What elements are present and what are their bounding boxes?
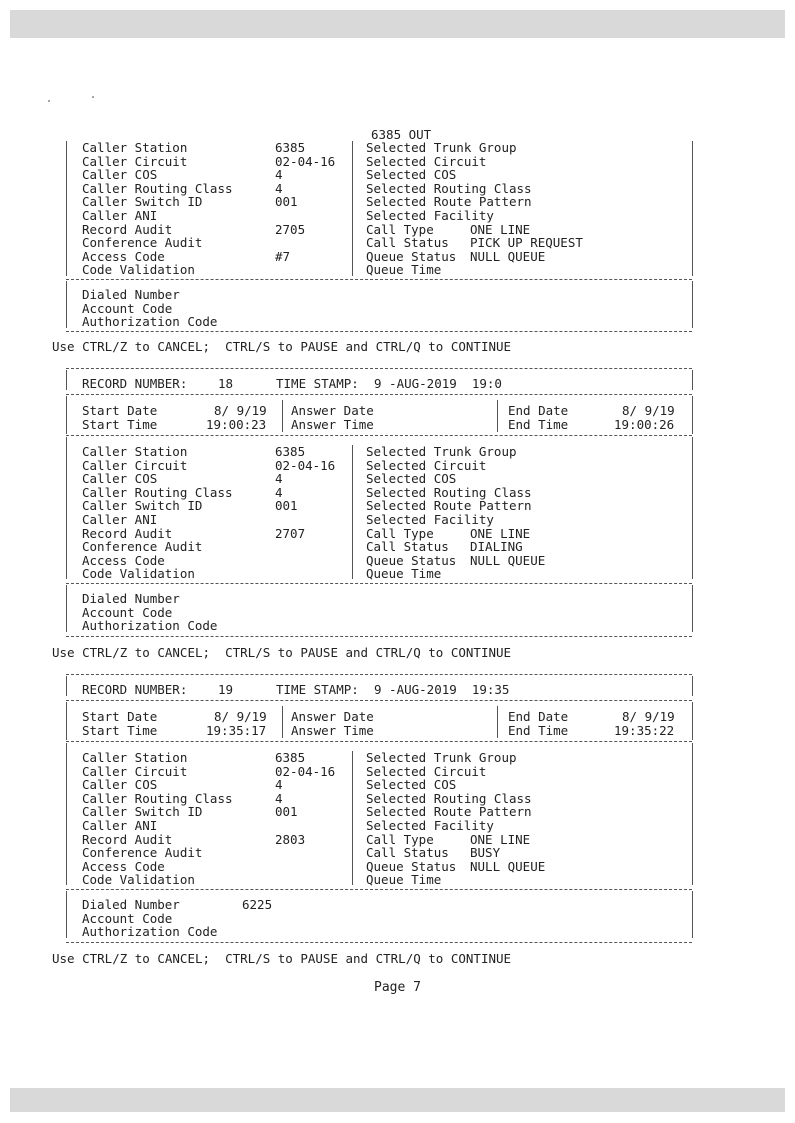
field-label: Selected Circuit [366, 763, 487, 779]
field-label: Caller Circuit [82, 153, 188, 169]
start-time-label: Start Time [82, 416, 158, 432]
field-value: 4 [275, 180, 283, 196]
field-label: Call Type [366, 831, 434, 847]
border-left [66, 743, 67, 885]
end-time: 19:00:26 [614, 416, 675, 432]
field-label: Code Validation [82, 566, 195, 582]
field-label: Authorization Code [82, 924, 218, 940]
field-label: Selected Routing Class [366, 790, 532, 806]
divider [66, 435, 692, 436]
field-label: Account Code [82, 300, 173, 316]
field-value: 001 [275, 498, 298, 514]
border-left [66, 370, 67, 390]
divider [66, 700, 692, 701]
trunk-direction-heading: 6385 OUT [371, 127, 432, 142]
border-left [66, 396, 67, 434]
field-label: Record Audit [82, 221, 173, 237]
field-value: PICK UP REQUEST [470, 235, 583, 251]
field-label: Selected Route Pattern [366, 804, 532, 820]
field-label: Caller ANI [82, 512, 158, 527]
time-stamp: 9 -AUG-2019 19:0 [374, 376, 502, 391]
field-label: Dialed Number [82, 287, 180, 302]
column-divider [497, 706, 498, 738]
start-date-label: Start Date [82, 403, 158, 418]
field-label: Selected Route Pattern [366, 194, 532, 210]
column-divider [352, 141, 353, 276]
border-right [692, 437, 693, 579]
field-label: Authorization Code [82, 618, 218, 634]
field-value: 001 [275, 804, 298, 820]
field-value: 6385 [275, 444, 306, 459]
field-value: 4 [275, 167, 283, 183]
start-date: 8/ 9/19 [214, 709, 267, 724]
field-value: DIALING [470, 539, 523, 555]
field-label: Caller COS [82, 471, 158, 487]
answer-date-label: Answer Date [291, 709, 374, 724]
field-value: #7 [275, 248, 291, 264]
field-label: Caller Circuit [82, 457, 188, 473]
field-label: Queue Time [366, 872, 442, 888]
field-value: ONE LINE [470, 831, 531, 847]
field-label: Code Validation [82, 262, 195, 278]
field-label: Selected Trunk Group [366, 444, 517, 459]
column-divider [352, 445, 353, 579]
border-left [66, 676, 67, 696]
field-label: Caller Station [82, 444, 188, 459]
field-label: Queue Time [366, 566, 442, 582]
field-value: 4 [275, 777, 283, 793]
border-right [692, 396, 693, 434]
field-label: Account Code [82, 910, 173, 926]
divider [66, 889, 692, 890]
field-label: Account Code [82, 604, 173, 620]
time-stamp-label: TIME STAMP: [276, 376, 359, 391]
field-label: Caller Routing Class [82, 180, 233, 196]
border-right [692, 370, 693, 390]
field-label: Caller Circuit [82, 763, 188, 779]
field-label: Selected Facility [366, 208, 494, 223]
record-number-label: RECORD NUMBER: [82, 376, 188, 391]
field-label: Access Code [82, 552, 165, 568]
field-value: 6385 [275, 750, 306, 765]
field-label: Caller ANI [82, 208, 158, 223]
field-value: NULL QUEUE [470, 248, 546, 264]
column-divider [497, 400, 498, 432]
field-label: Dialed Number [82, 591, 180, 606]
field-label: Access Code [82, 858, 165, 874]
field-value: 4 [275, 484, 283, 500]
field-value: NULL QUEUE [470, 858, 546, 874]
end-date-label: End Date [508, 403, 569, 418]
field-label: Record Audit [82, 525, 173, 541]
divider [66, 583, 692, 584]
field-value: ONE LINE [470, 525, 531, 541]
field-label: Selected Route Pattern [366, 498, 532, 514]
border-left [66, 437, 67, 579]
start-time: 19:35:17 [206, 722, 267, 738]
border-right [692, 585, 693, 632]
divider [66, 942, 692, 943]
field-value: 4 [275, 790, 283, 806]
field-label: Selected COS [366, 471, 457, 487]
field-value: BUSY [470, 845, 501, 861]
field-label: Call Status [366, 845, 449, 861]
field-label: Selected Facility [366, 512, 494, 527]
field-label: Conference Audit [82, 235, 203, 251]
field-label: Call Type [366, 525, 434, 541]
dialed-number-value: 6225 [242, 897, 273, 912]
column-divider [282, 706, 283, 738]
end-time: 19:35:22 [614, 722, 675, 738]
divider [66, 394, 692, 395]
control-instructions: Use CTRL/Z to CANCEL; CTRL/S to PAUSE and CTRL/Q to CONTINUE [52, 951, 512, 966]
record-number: 19 [218, 682, 234, 697]
field-value: 02-04-16 [275, 457, 336, 473]
end-date: 8/ 9/19 [622, 709, 675, 724]
field-label: Queue Status [366, 248, 457, 264]
field-label: Dialed Number [82, 897, 180, 912]
field-value: 02-04-16 [275, 763, 336, 779]
field-label: Selected Facility [366, 818, 494, 833]
field-label: Authorization Code [82, 314, 218, 330]
end-date-label: End Date [508, 709, 569, 724]
border-right [692, 743, 693, 885]
field-label: Selected Routing Class [366, 484, 532, 500]
divider [66, 279, 692, 280]
field-value: NULL QUEUE [470, 552, 546, 568]
border-left [66, 141, 67, 276]
divider [66, 636, 692, 637]
field-value: 4 [275, 471, 283, 487]
field-label: Caller Switch ID [82, 498, 203, 514]
field-label: Conference Audit [82, 845, 203, 861]
field-label: Selected Circuit [366, 153, 487, 169]
end-date: 8/ 9/19 [622, 403, 675, 418]
field-label: Selected Trunk Group [366, 750, 517, 765]
field-label: Selected Circuit [366, 457, 487, 473]
column-divider [282, 400, 283, 432]
field-value: 2707 [275, 525, 306, 541]
border-left [66, 891, 67, 938]
end-time-label: End Time [508, 416, 569, 432]
field-label: Selected COS [366, 777, 457, 793]
record-number: 18 [218, 376, 234, 391]
record-number-label: RECORD NUMBER: [82, 682, 188, 697]
field-label: Caller Station [82, 140, 188, 155]
field-label: Access Code [82, 248, 165, 264]
field-label: Queue Time [366, 262, 442, 278]
field-value: 2705 [275, 221, 306, 237]
field-value: ONE LINE [470, 221, 531, 237]
field-label: Caller Routing Class [82, 484, 233, 500]
divider [66, 741, 692, 742]
field-label: Caller Switch ID [82, 194, 203, 210]
field-label: Caller COS [82, 167, 158, 183]
scan-bottom-edge [10, 1088, 785, 1112]
scan-speck [48, 100, 50, 102]
field-label: Call Status [366, 539, 449, 555]
field-label: Caller COS [82, 777, 158, 793]
control-instructions: Use CTRL/Z to CANCEL; CTRL/S to PAUSE and CTRL/Q to CONTINUE [52, 645, 512, 660]
time-stamp-label: TIME STAMP: [276, 682, 359, 697]
divider [66, 674, 692, 675]
border-right [692, 141, 693, 276]
field-label: Selected Routing Class [366, 180, 532, 196]
divider [66, 368, 692, 369]
field-label: Queue Status [366, 858, 457, 874]
border-left [66, 281, 67, 328]
time-stamp: 9 -AUG-2019 19:35 [374, 682, 510, 697]
field-value: 02-04-16 [275, 153, 336, 169]
scan-top-edge [10, 10, 785, 38]
start-date: 8/ 9/19 [214, 403, 267, 418]
answer-time-label: Answer Time [291, 722, 374, 738]
field-label: Queue Status [366, 552, 457, 568]
answer-date-label: Answer Date [291, 403, 374, 418]
start-date-label: Start Date [82, 709, 158, 724]
field-label: Caller Station [82, 750, 188, 765]
start-time-label: Start Time [82, 722, 158, 738]
field-label: Selected Trunk Group [366, 140, 517, 155]
field-label: Conference Audit [82, 539, 203, 555]
scan-speck [92, 96, 94, 98]
border-left [66, 702, 67, 740]
border-left [66, 585, 67, 632]
divider [66, 331, 692, 332]
field-label: Record Audit [82, 831, 173, 847]
end-time-label: End Time [508, 722, 569, 738]
answer-time-label: Answer Time [291, 416, 374, 432]
border-right [692, 676, 693, 696]
field-label: Caller Routing Class [82, 790, 233, 806]
field-value: 001 [275, 194, 298, 210]
control-instructions: Use CTRL/Z to CANCEL; CTRL/S to PAUSE and CTRL/Q to CONTINUE [52, 339, 512, 354]
column-divider [352, 751, 353, 885]
field-label: Call Type [366, 221, 434, 237]
field-label: Selected COS [366, 167, 457, 183]
field-label: Call Status [366, 235, 449, 251]
field-label: Caller Switch ID [82, 804, 203, 820]
page-number: Page 7 [374, 980, 421, 995]
field-value: 6385 [275, 140, 306, 155]
border-right [692, 281, 693, 328]
field-label: Code Validation [82, 872, 195, 888]
start-time: 19:00:23 [206, 416, 267, 432]
field-value: 2803 [275, 831, 306, 847]
border-right [692, 702, 693, 740]
field-label: Caller ANI [82, 818, 158, 833]
border-right [692, 891, 693, 938]
